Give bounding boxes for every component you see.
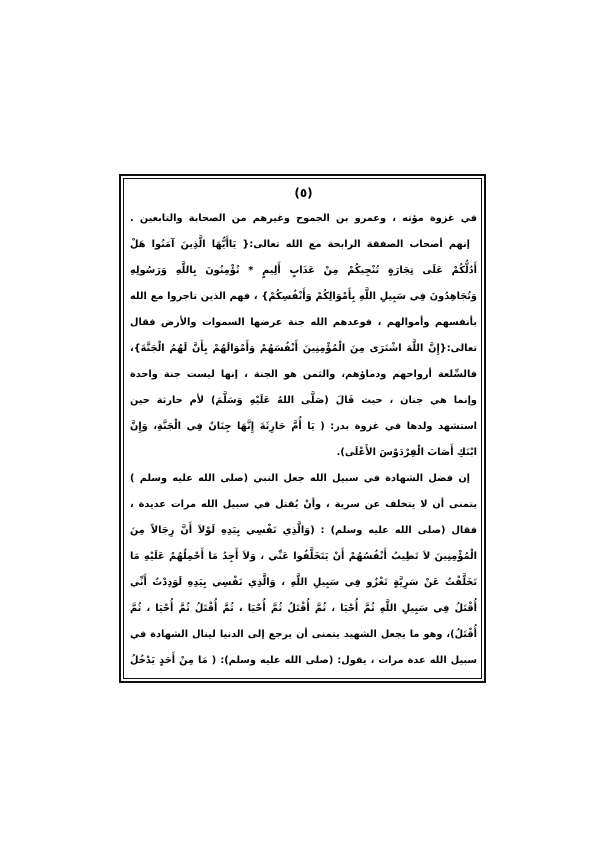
paragraph-profitable-deal [130, 232, 477, 466]
text-line: وإنما هي جنان ، حيث قَالَ (صَلَّى اللهُ عَلَيْهِ وَسَلَّمَ) لأم حارثة حين [130, 395, 477, 406]
text-line: في غزوة مؤته ، وعمرو بن الجموح وغيرهم من الصحابة والتابعين . [130, 213, 477, 224]
text-line: تعالى:{إِنَّ اللَّهَ اشْتَرَى مِنَ الْمُؤْمِنِينَ أَنْفُسَهُمْ وَأَمْوَالَهُمْ بِأَنَّ لَهُمُ الْجَنَّةَ}، [130, 343, 477, 354]
text-line: فالسِّلعة أرواحهم ودماؤهم، والثمن هو الجنة ، إنها ليست جنة واحدة [130, 369, 477, 380]
text-line: استشهد ولدها في غزوة بدر: ( يَا أُمَّ حَارِثَةَ إِنَّهَا جِنَانٌ فِي الْجَنَّةِ، وَإِنَّ [130, 421, 477, 432]
text-line: أُقْتَلُ فِي سَبِيلِ اللَّهِ ثُمَّ أُحْيَا ، ثُمَّ أُقْتَلُ ثُمَّ أُحْيَا ، ثُمَّ أُقْتَلُ ثُمَّ أُحْيَا ، ثُمَّ [130, 603, 477, 614]
text-line: يتمنى أن لا يتخلف عن سرية ، وأنْ يُقتل في سبيل الله مرات عديدة ، [130, 499, 477, 510]
text-line: تَخَلَّفْتُ عَنْ سَرِيَّةٍ تَغْزُو فِي سَبِيلِ اللَّهِ ، وَالَّذِي نَفْسِي بِيَدِهِ لَوَدِدْتُ أَنِّي [130, 577, 477, 588]
text-line: أَدُلُّكُمْ عَلَى تِجَارَةٍ تُنْجِيكُمْ مِنْ عَذَابٍ أَلِيمٍ * تُؤْمِنُونَ بِاللَّهِ وَرَسُولِهِ [130, 265, 477, 276]
text-line: سبيل الله عدة مرات ، يقول: (صلى الله عليه وسلم): ( مَا مِنْ أَحَدٍ يَدْخُلُ [130, 655, 477, 666]
paragraph-virtue-of-martyrdom [130, 466, 477, 674]
text-line: بأنفسهم وأموالهم ، فوعدهم الله جنة عرضها السموات والأرض فقال [130, 317, 477, 328]
text-line: الْمُؤْمِنِينَ لاَ تَطِيبُ أَنْفُسُهُمْ أَنْ يَتَخَلَّفُوا عَنِّي ، وَلاَ أَجِدُ مَا أَحْمِلُهُمْ عَلَيْهِ مَا [130, 551, 477, 562]
text-line: فقال (صلى الله عليه وسلم) : (وَالَّذِي نَفْسِي بِيَدِهِ لَوْلاَ أَنَّ رِجَالاً مِنَ [130, 525, 477, 536]
paragraph-continued [130, 206, 477, 232]
text-line: إن فضل الشهادة في سبيل الله جعل النبي (صلى الله عليه وسلم ) [130, 473, 470, 484]
text-line: وَتُجَاهِدُونَ فِي سَبِيلِ اللَّهِ بِأَمْوَالِكُمْ وَأَنْفُسِكُمْ} ، فهم الذين تاجروا مع الله [130, 291, 477, 302]
text-block [130, 180, 477, 674]
text-line: إنهم أصحاب الصفقة الرابحة مع الله تعالى:{ يَاأَيُّهَا الَّذِينَ آمَنُوا هَلْ [130, 239, 470, 250]
text-line: ابْنَكِ أَصَابَ الْفِرْدَوْسَ الأَعْلَى). [336, 447, 477, 458]
text-line: أُقْتَلُ)، وهو ما يجعل الشهيد يتمنى أن يرجع إلى الدنيا لينال الشهادة في [130, 629, 477, 640]
page-number: (٥) [294, 186, 313, 200]
